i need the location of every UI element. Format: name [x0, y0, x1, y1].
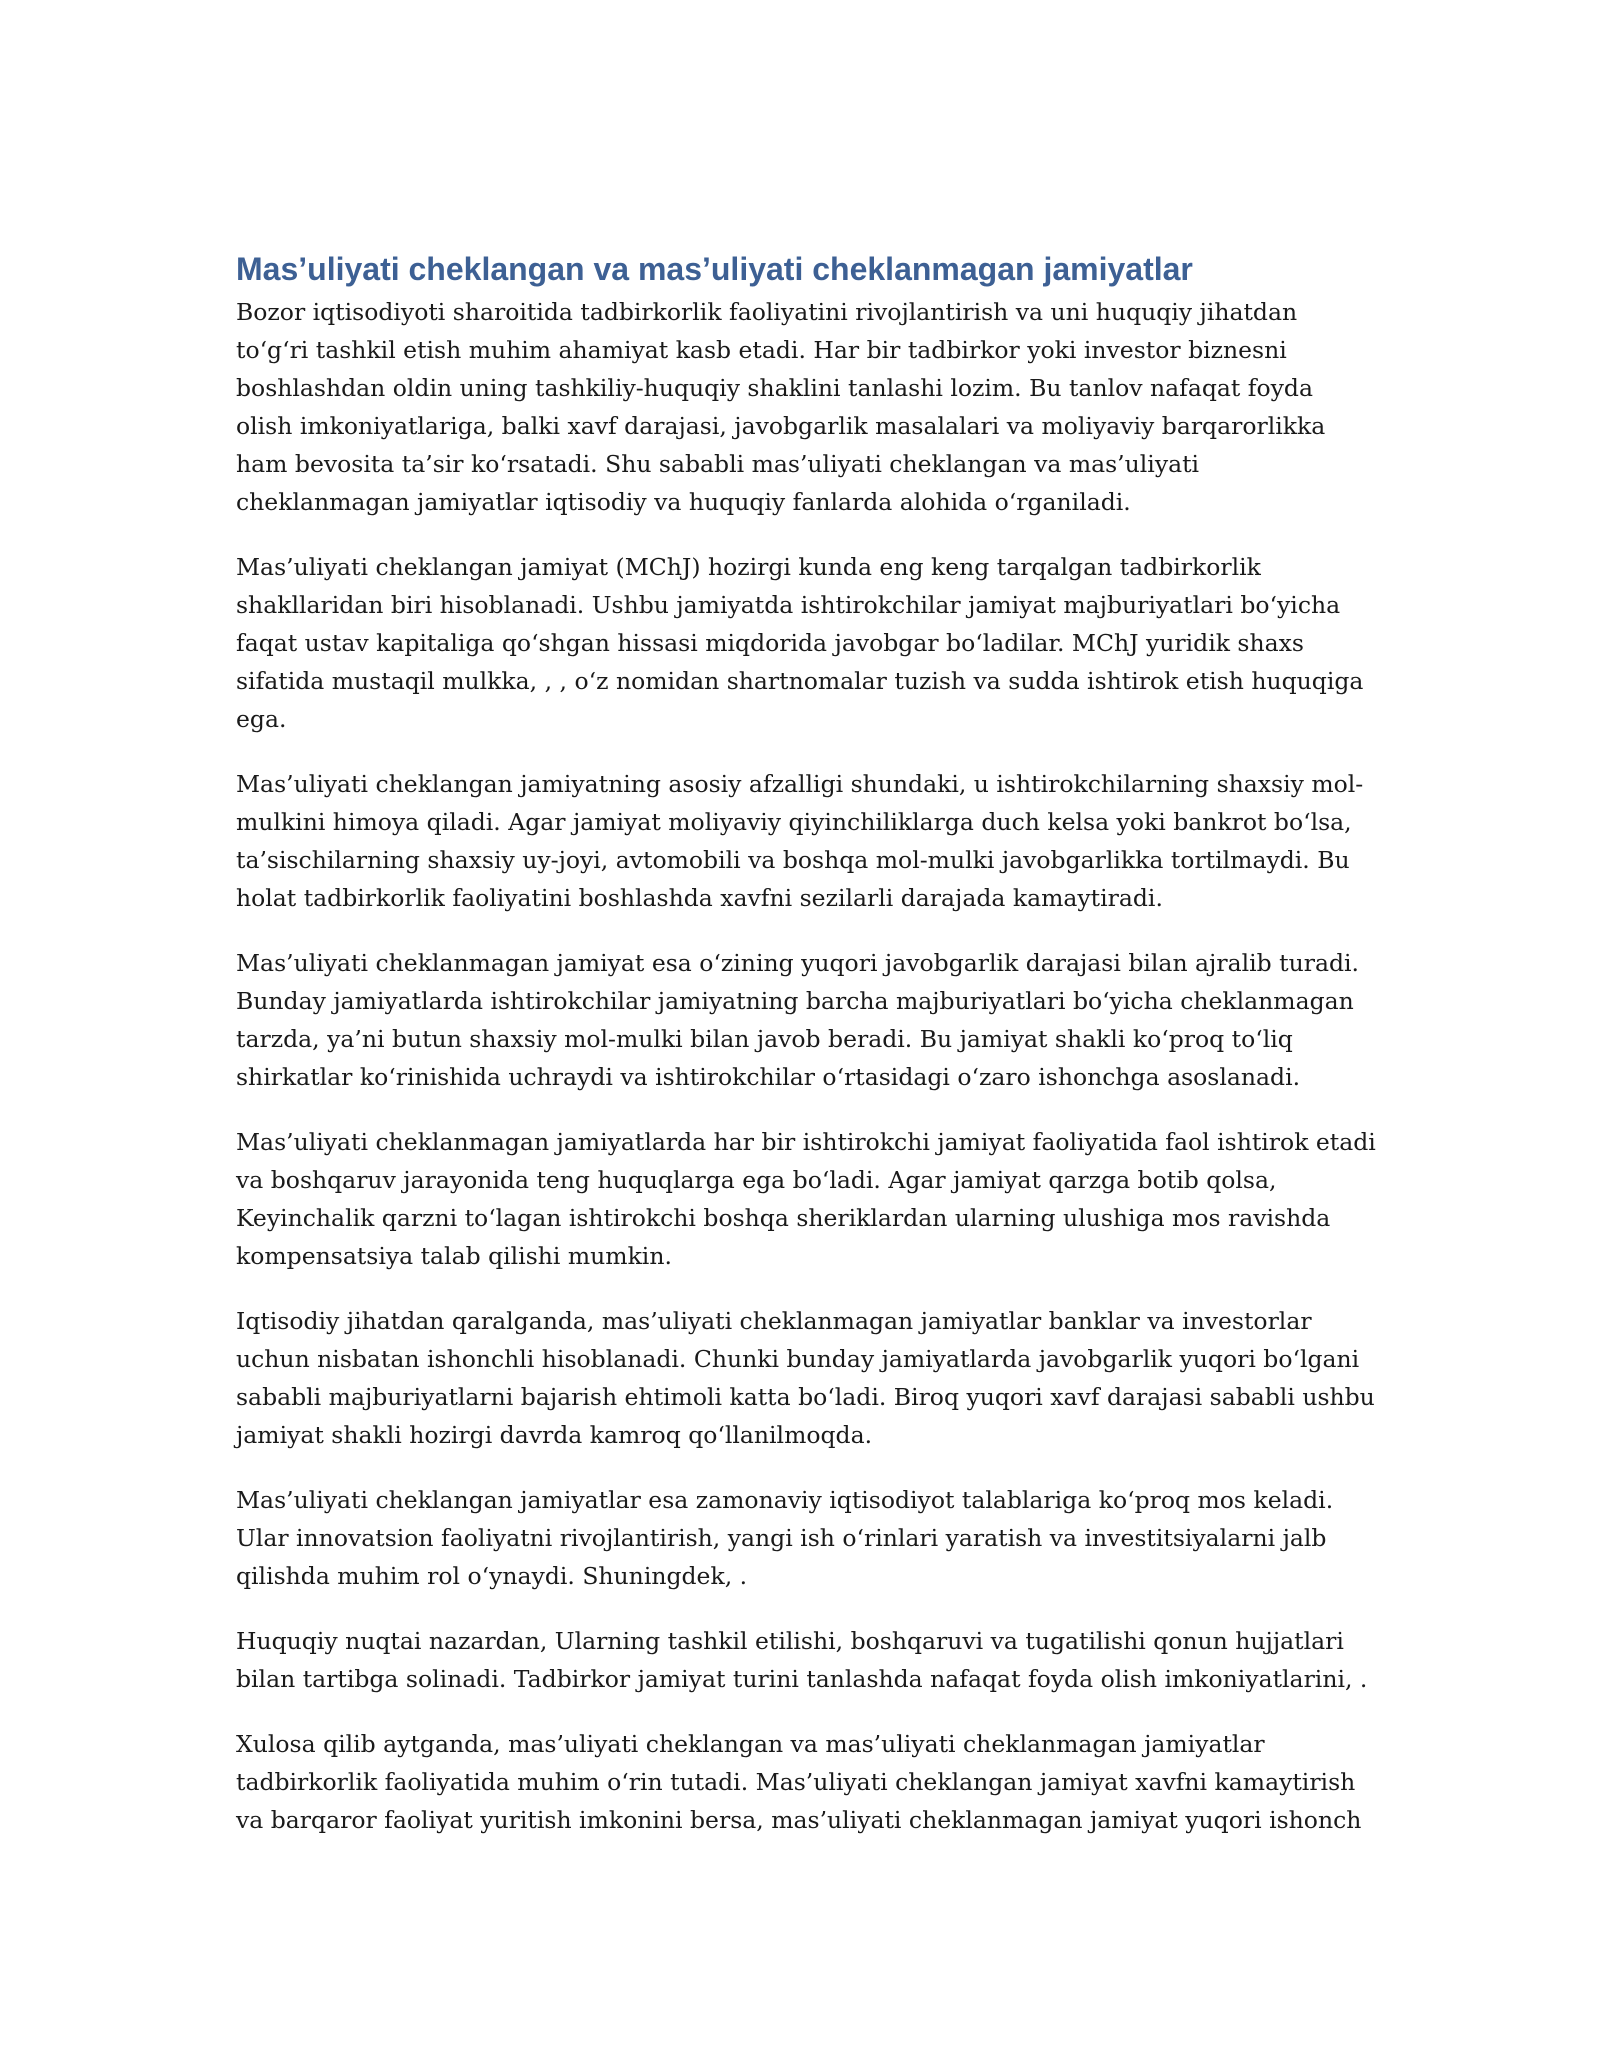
paragraph-7: Mas’uliyati cheklangan jamiyatlar esa zamonaviy iqtisodiyot talablariga ko‘proq mos keladi. Ular innovatsion faoliyatni rivojlantirish, yangi ish o‘rinlari yaratish va investitsiyalarni jalb qilishda muhim rol o‘ynaydi. Shuningdek, . — [236, 1486, 1334, 1590]
paragraph-1: Bozor iqtisodiyoti sharoitida tadbirkorlik faoliyatini rivojlantirish va uni huquqiy jihatdan to‘g‘ri tashkil etish muhim ahamiyat kasb etadi. Har bir tadbirkor yoki investor biznesni boshlashdan oldin uning tashkiliy-huquqiy shaklini tanlashi lozim. Bu tanlov nafaqat foyda olish imkoniyatlariga, balki xavf darajasi, javobgarlik masalalari va moliyaviy barqarorlikka ham bevosita ta’sir ko‘rsatadi. Shu sababli mas’uliyati cheklangan va mas’uliyati cheklanmagan jamiyatlar iqtisodiy va huquqiy fanlarda alohida o‘rganiladi. — [236, 298, 1326, 516]
paragraph-6: Iqtisodiy jihatdan qaralganda, mas’uliyati cheklanmagan jamiyatlar banklar va investorlar uchun nisbatan ishonchli hisoblanadi. Chunki bunday jamiyatlarda javobgarlik yuqori bo‘lgani sababli majburiyatlarni bajarish ehtimoli katta bo‘ladi. Biroq yuqori xavf darajasi sababli ushbu jamiyat shakli hozirgi davrda kamroq qo‘llanilmoqda. — [236, 1307, 1375, 1449]
paragraph-8: Huquqiy nuqtai nazardan, Ularning tashkil etilishi, boshqaruvi va tugatilishi qonun hujjatlari bilan tartibga solinadi. Tadbirkor jamiyat turini tanlashda nafaqat foyda olish imkoniyatlarini, . — [236, 1627, 1368, 1693]
paragraph-5: Mas’uliyati cheklanmagan jamiyatlarda har bir ishtirokchi jamiyat faoliyatida faol ishtirok etadi va boshqaruv jarayonida teng huquqlarga ega bo‘ladi. Agar jamiyat qarzga botib qolsa, Keyinchalik qarzni to‘lagan ishtirokchi boshqa sheriklardan ularning ulushiga mos ravishda kompensatsiya talab qilishi mumkin. — [236, 1128, 1376, 1270]
document-title: Mas’uliyati cheklangan va mas’uliyati cheklanmagan jamiyatlar — [236, 251, 1193, 287]
document-body — [236, 247, 1376, 1839]
paragraph-9: Xulosa qilib aytganda, mas’uliyati cheklangan va mas’uliyati cheklanmagan jamiyatlar tadbirkorlik faoliyatida muhim o‘rin tutadi. Mas’uliyati cheklangan jamiyat xavfni kamaytirish va barqaror faoliyat yuritish imkonini bersa, mas’uliyati cheklanmagan jamiyat yuqori ishonch — [236, 1730, 1362, 1834]
paragraph-3: Mas’uliyati cheklangan jamiyatning asosiy afzalligi shundaki, u ishtirokchilarning shaxsiy mol-mulkini himoya qiladi. Agar jamiyat moliyaviy qiyinchiliklarga duch kelsa yoki bankrot bo‘lsa, ta’sischilarning shaxsiy uy-joyi, avtomobili va boshqa mol-mulki javobgarlikka tortilmaydi. Bu holat tadbirkorlik faoliyatini boshlashda xavfni sezilarli darajada kamaytiradi. — [236, 770, 1364, 912]
paragraph-4: Mas’uliyati cheklanmagan jamiyat esa o‘zining yuqori javobgarlik darajasi bilan ajralib turadi. Bunday jamiyatlarda ishtirokchilar jamiyatning barcha majburiyatlari bo‘yicha cheklanmagan tarzda, ya’ni butun shaxsiy mol-mulki bilan javob beradi. Bu jamiyat shakli ko‘proq to‘liq shirkatlar ko‘rinishida uchraydi va ishtirokchilar o‘rtasidagi o‘zaro ishonchga asoslanadi. — [236, 949, 1359, 1091]
paragraph-2: Mas’uliyati cheklangan jamiyat (MChJ) hozirgi kunda eng keng tarqalgan tadbirkorlik shakllaridan biri hisoblanadi. Ushbu jamiyatda ishtirokchilar jamiyat majburiyatlari bo‘yicha faqat ustav kapitaliga qo‘shgan hissasi miqdorida javobgar bo‘ladilar. MChJ yuridik shaxs sifatida mustaqil mulkka, , , o‘z nomidan shartnomalar tuzish va sudda ishtirok etish huquqiga ega. — [236, 553, 1364, 733]
